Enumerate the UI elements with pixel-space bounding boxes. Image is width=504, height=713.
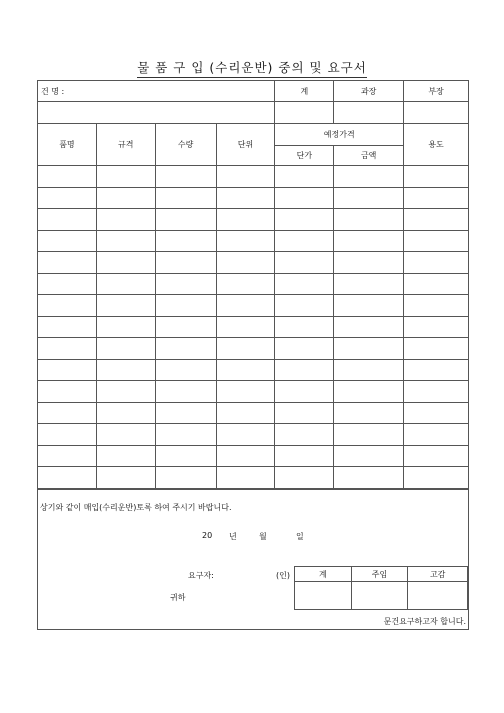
table-row: [38, 381, 469, 403]
approval2-sign-2[interactable]: [351, 582, 408, 610]
table-row: [38, 230, 469, 252]
table-cell[interactable]: [404, 166, 469, 188]
table-cell[interactable]: [155, 209, 216, 231]
table-cell[interactable]: [275, 295, 334, 317]
table-cell[interactable]: [38, 316, 97, 338]
table-cell[interactable]: [38, 166, 97, 188]
subject-label: 건 명 :: [41, 86, 65, 96]
table-cell[interactable]: [404, 359, 469, 381]
addressee: 귀하: [170, 593, 186, 602]
table-cell[interactable]: [155, 424, 216, 446]
table-cell[interactable]: [334, 230, 404, 252]
table-cell[interactable]: [334, 445, 404, 467]
requester-label: 요구자:: [188, 571, 214, 580]
col-unit: 단위: [216, 124, 275, 166]
approval-head-3: 부장: [404, 81, 469, 102]
table-cell[interactable]: [155, 316, 216, 338]
table-cell[interactable]: [96, 316, 155, 338]
table-cell[interactable]: [334, 187, 404, 209]
seal-mark: (인): [276, 571, 290, 580]
table-cell[interactable]: [38, 381, 97, 403]
table-cell[interactable]: [38, 359, 97, 381]
approval-sign-2[interactable]: [334, 102, 404, 124]
table-cell[interactable]: [275, 273, 334, 295]
table-cell[interactable]: [155, 402, 216, 424]
approval2-head-2: 주임: [351, 567, 408, 582]
table-cell[interactable]: [216, 316, 275, 338]
table-row: [38, 316, 469, 338]
year-prefix: 20: [202, 531, 213, 540]
table-cell[interactable]: [96, 187, 155, 209]
approval2-sign-1[interactable]: [295, 582, 352, 610]
table-cell[interactable]: [334, 166, 404, 188]
table-row: [38, 467, 469, 489]
table-cell[interactable]: [216, 445, 275, 467]
table-cell[interactable]: [275, 230, 334, 252]
table-cell[interactable]: [334, 209, 404, 231]
table-cell[interactable]: [404, 187, 469, 209]
table-cell[interactable]: [155, 273, 216, 295]
table-cell[interactable]: [404, 381, 469, 403]
table-cell[interactable]: [404, 338, 469, 360]
table-cell[interactable]: [334, 359, 404, 381]
table-cell[interactable]: [216, 359, 275, 381]
document-title-text: 물 품 구 입 (수리운반) 중의 및 요구서: [137, 60, 367, 78]
table-cell[interactable]: [216, 381, 275, 403]
year-label: 년: [229, 532, 237, 541]
table-cell[interactable]: [96, 359, 155, 381]
table-cell[interactable]: [96, 338, 155, 360]
table-cell[interactable]: [38, 338, 97, 360]
table-cell[interactable]: [38, 230, 97, 252]
table-cell[interactable]: [155, 252, 216, 274]
approval-sign-1[interactable]: [275, 102, 334, 124]
table-cell[interactable]: [404, 402, 469, 424]
table-cell[interactable]: [404, 209, 469, 231]
table-cell[interactable]: [216, 338, 275, 360]
table-cell[interactable]: [96, 295, 155, 317]
table-row: [38, 273, 469, 295]
document-title: [0, 58, 504, 76]
table-cell[interactable]: [155, 381, 216, 403]
table-cell[interactable]: [404, 273, 469, 295]
table-cell[interactable]: [38, 467, 97, 489]
table-cell[interactable]: [155, 359, 216, 381]
table-row: [38, 166, 469, 188]
table-cell[interactable]: [334, 467, 404, 489]
table-cell[interactable]: [96, 166, 155, 188]
approval2-head-1: 계: [295, 567, 352, 582]
table-cell[interactable]: [404, 467, 469, 489]
month-label: 월: [259, 532, 267, 541]
subject-cell[interactable]: [38, 81, 275, 102]
col-unit-price: 단가: [275, 146, 334, 166]
table-cell[interactable]: [38, 424, 97, 446]
table-cell[interactable]: [155, 467, 216, 489]
table-row: [38, 252, 469, 274]
approval2-head-3: 고감: [408, 567, 468, 582]
table-cell[interactable]: [404, 316, 469, 338]
table-row: [38, 402, 469, 424]
table-cell[interactable]: [216, 252, 275, 274]
table-cell[interactable]: [38, 402, 97, 424]
table-cell[interactable]: [216, 187, 275, 209]
table-cell[interactable]: [216, 295, 275, 317]
table-cell[interactable]: [275, 209, 334, 231]
table-cell[interactable]: [38, 445, 97, 467]
table-cell[interactable]: [216, 402, 275, 424]
table-cell[interactable]: [96, 230, 155, 252]
table-cell[interactable]: [155, 338, 216, 360]
table-cell[interactable]: [334, 402, 404, 424]
approval2-sign-3[interactable]: [408, 582, 468, 610]
table-cell[interactable]: [96, 209, 155, 231]
table-cell[interactable]: [96, 252, 155, 274]
table-cell[interactable]: [96, 402, 155, 424]
table-cell[interactable]: [216, 424, 275, 446]
request-text: 상기와 같이 매입(수리운반)토록 하여 주시기 바랍니다.: [40, 503, 232, 512]
table-cell[interactable]: [275, 359, 334, 381]
table-cell[interactable]: [275, 252, 334, 274]
table-cell[interactable]: [334, 273, 404, 295]
table-cell[interactable]: [216, 230, 275, 252]
col-amount: 금액: [334, 146, 404, 166]
table-row: [38, 295, 469, 317]
approval-head-1: 계: [275, 81, 334, 102]
day-label: 일: [296, 532, 304, 541]
table-cell[interactable]: [404, 424, 469, 446]
table-cell[interactable]: [404, 252, 469, 274]
table-cell[interactable]: [334, 338, 404, 360]
table-cell[interactable]: [216, 166, 275, 188]
table-cell[interactable]: [38, 187, 97, 209]
table-cell[interactable]: [155, 230, 216, 252]
col-qty: 수량: [155, 124, 216, 166]
table-cell[interactable]: [275, 467, 334, 489]
table-cell[interactable]: [334, 381, 404, 403]
table-cell[interactable]: [155, 166, 216, 188]
table-cell[interactable]: [96, 381, 155, 403]
table-cell[interactable]: [334, 252, 404, 274]
table-cell[interactable]: [96, 424, 155, 446]
table-cell[interactable]: [216, 209, 275, 231]
table-cell[interactable]: [334, 424, 404, 446]
approval-sign-3[interactable]: [404, 102, 469, 124]
table-cell[interactable]: [155, 445, 216, 467]
table-row: [38, 187, 469, 209]
table-cell[interactable]: [96, 273, 155, 295]
table-cell[interactable]: [38, 273, 97, 295]
table-cell[interactable]: [275, 424, 334, 446]
table-cell[interactable]: [334, 295, 404, 317]
table-cell[interactable]: [275, 338, 334, 360]
subject-blank[interactable]: [38, 102, 275, 124]
table-cell[interactable]: [275, 166, 334, 188]
table-cell[interactable]: [275, 187, 334, 209]
table-cell[interactable]: [38, 252, 97, 274]
table-cell[interactable]: [216, 467, 275, 489]
table-cell[interactable]: [404, 295, 469, 317]
approval-head-2: 과장: [334, 81, 404, 102]
table-cell[interactable]: [155, 295, 216, 317]
table-row: [38, 209, 469, 231]
table-cell[interactable]: [275, 381, 334, 403]
table-cell[interactable]: [96, 467, 155, 489]
table-row: [38, 338, 469, 360]
request-form-table: [37, 80, 469, 489]
table-cell[interactable]: [334, 316, 404, 338]
table-cell[interactable]: [38, 295, 97, 317]
col-purpose: 용도: [404, 124, 469, 166]
table-cell[interactable]: [275, 402, 334, 424]
table-row: [38, 359, 469, 381]
table-cell[interactable]: [96, 445, 155, 467]
table-cell[interactable]: [275, 316, 334, 338]
table-cell[interactable]: [275, 445, 334, 467]
table-row: [38, 424, 469, 446]
col-spec: 규격: [96, 124, 155, 166]
table-cell[interactable]: [404, 445, 469, 467]
table-row: [38, 445, 469, 467]
table-cell[interactable]: [404, 230, 469, 252]
col-item: 품명: [38, 124, 97, 166]
table-cell[interactable]: [155, 187, 216, 209]
table-cell[interactable]: [216, 273, 275, 295]
table-cell[interactable]: [38, 209, 97, 231]
col-estimate: 예정가격: [275, 124, 404, 146]
closing-text: 문건요구하고자 합니다.: [383, 617, 466, 626]
approval-box-2: [294, 566, 468, 610]
